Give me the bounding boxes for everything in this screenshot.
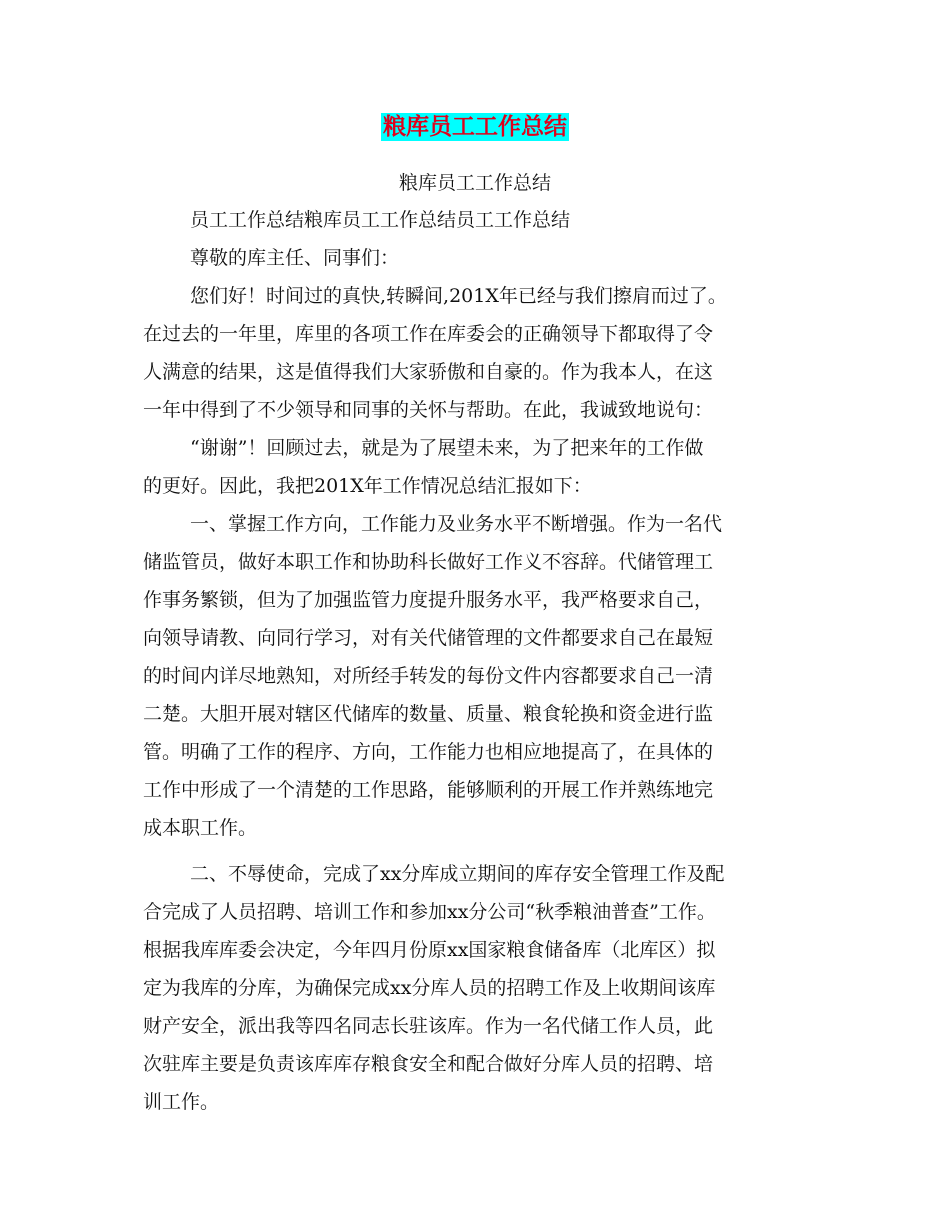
paragraph-section-one: [143, 505, 815, 847]
paragraph-line: 储监管员，做好本职工作和协助科长做好工作义不容辞。代储管理工: [143, 551, 714, 573]
paragraph-salutation: [143, 239, 815, 277]
paragraph-line: 定为我库的分库，为确保完成xx分库人员的招聘工作及上收期间该库: [143, 977, 716, 999]
document-body: [143, 201, 815, 1121]
paragraph-thanks: [143, 429, 815, 505]
paragraph-line: 人满意的结果，这是值得我们大家骄傲和自豪的。作为我本人，在这: [143, 361, 714, 383]
paragraph-line: 根据我库库委会决定，今年四月份原xx国家粮食储备库（北库区）拟: [143, 939, 716, 961]
paragraph-line: 财产安全，派出我等四名同志长驻该库。作为一名代储工作人员，此: [143, 1015, 714, 1037]
paragraph-gap: [143, 847, 815, 855]
paragraph-greeting: [143, 277, 815, 429]
paragraph-line: 次驻库主要是负责该库库存粮食安全和配合做好分库人员的招聘、培: [143, 1053, 714, 1075]
paragraph-line: 工作中形成了一个清楚的工作思路，能够顺利的开展工作并熟练地完: [143, 779, 714, 801]
paragraph-section-two: [143, 855, 815, 1121]
paragraph-keywords: [143, 201, 815, 239]
paragraph-line: 您们好！时间过的真快,转瞬间,201X年已经与我们擦肩而过了。: [190, 285, 727, 307]
paragraph-line: 向领导请教、向同行学习，对有关代储管理的文件都要求自己在最短: [143, 627, 714, 649]
paragraph-line: 的更好。因此，我把201X年工作情况总结汇报如下：: [143, 475, 592, 497]
paragraph-line: 一、掌握工作方向，工作能力及业务水平不断增强。作为一名代: [190, 513, 723, 535]
paragraph-line: 管。明确了工作的程序、方向，工作能力也相应地提高了，在具体的: [143, 741, 714, 763]
paragraph-line: 尊敬的库主任、同事们：: [190, 247, 400, 269]
document-title: [0, 108, 950, 146]
paragraph-line: 二、不辱使命，完成了xx分库成立期间的库存安全管理工作及配: [190, 863, 725, 885]
paragraph-line: 的时间内详尽地熟知，对所经手转发的每份文件内容都要求自己一清: [143, 665, 714, 687]
document-title-text: 粮库员工工作总结: [383, 114, 567, 140]
document-subtitle: 粮库员工工作总结: [398, 172, 551, 194]
paragraph-line: 作事务繁锁，但为了加强监管力度提升服务水平，我严格要求自己，: [143, 589, 714, 611]
paragraph-line: 员工工作总结粮库员工工作总结员工工作总结: [190, 209, 571, 231]
paragraph-line: “谢谢”！回顾过去，就是为了展望未来，为了把来年的工作做: [190, 437, 704, 459]
paragraph-line: 成本职工作。: [143, 817, 258, 839]
paragraph-line: 二楚。大胆开展对辖区代储库的数量、质量、粮食轮换和资金进行监: [143, 703, 714, 725]
paragraph-line: 合完成了人员招聘、培训工作和参加xx分公司“秋季粮油普查”工作。: [143, 901, 716, 923]
paragraph-line: 训工作。: [143, 1091, 220, 1113]
paragraph-line: 一年中得到了不少领导和同事的关怀与帮助。在此，我诚致地说句：: [143, 399, 714, 421]
paragraph-line: 在过去的一年里，库里的各项工作在库委会的正确领导下都取得了令: [143, 323, 714, 345]
